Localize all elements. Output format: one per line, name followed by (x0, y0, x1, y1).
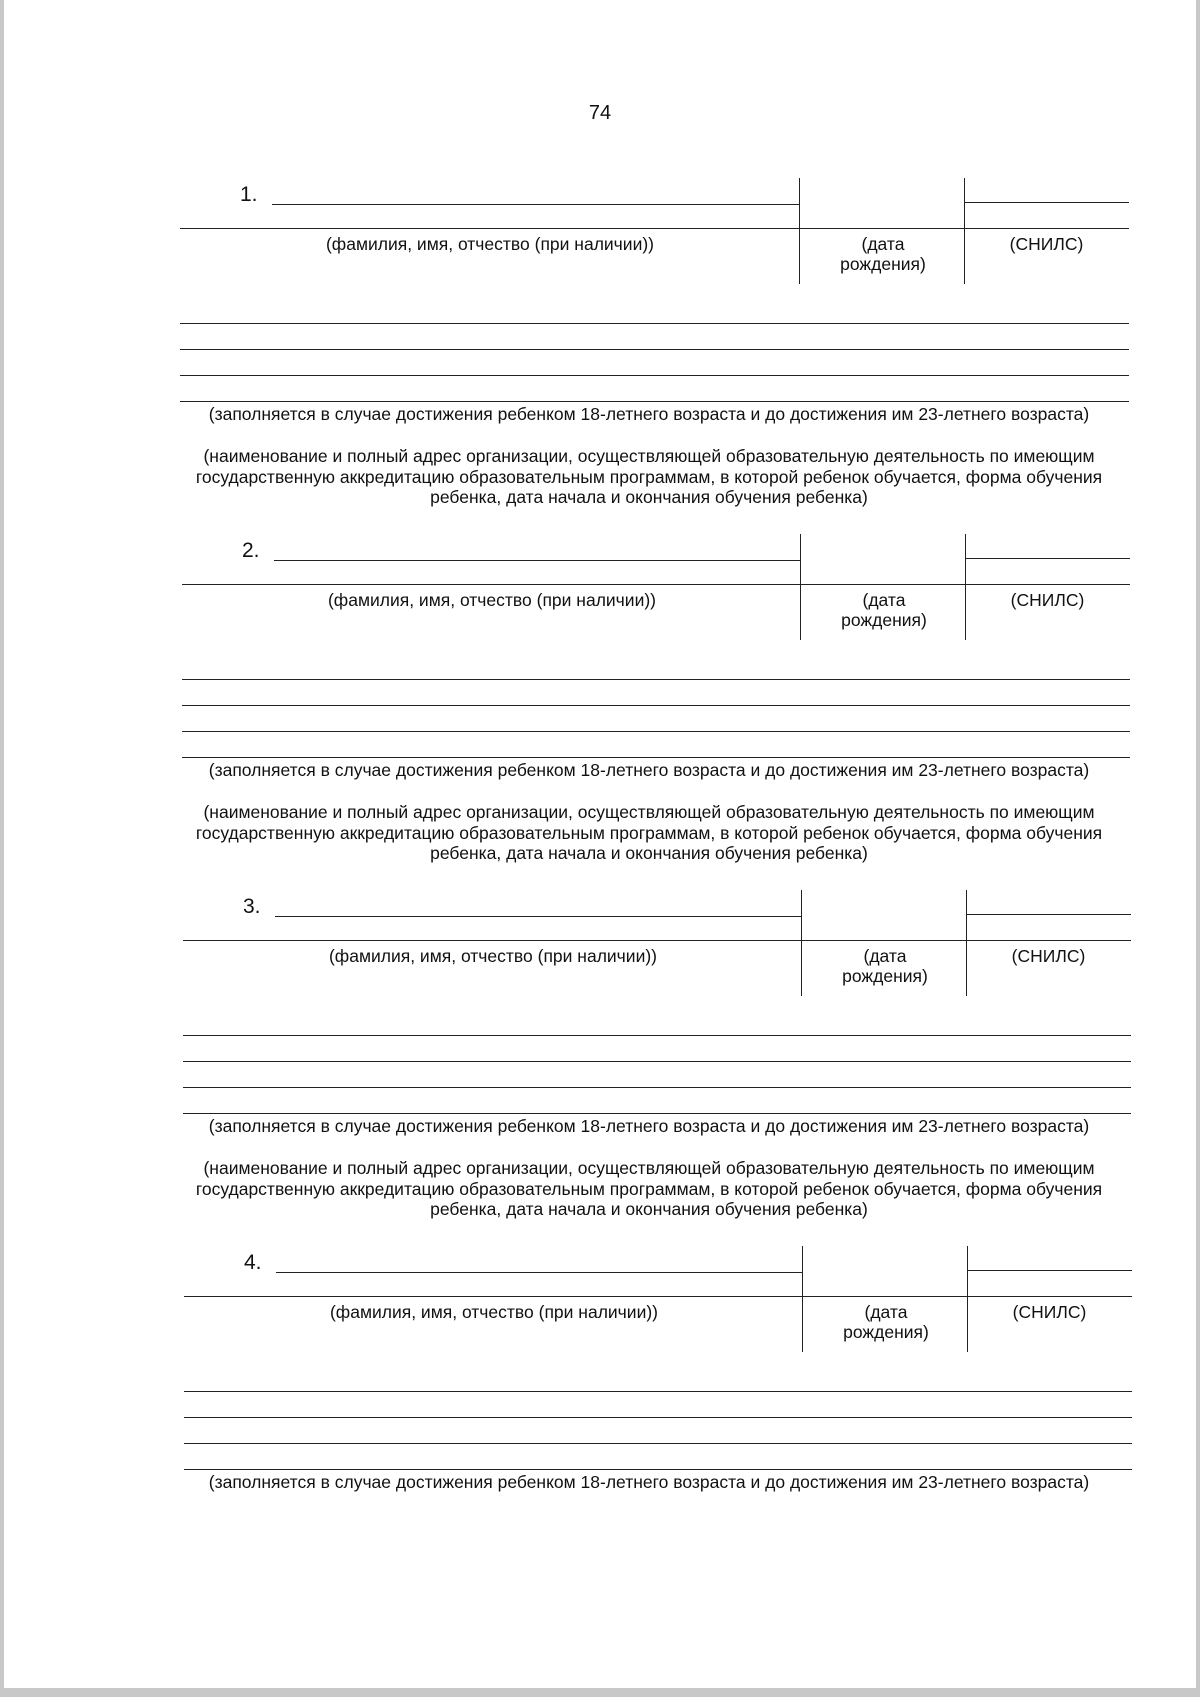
org-input-line[interactable] (180, 375, 1129, 376)
org-input-line[interactable] (183, 1035, 1131, 1036)
org-input-line[interactable] (184, 1417, 1132, 1418)
snils-input-line[interactable] (965, 558, 1130, 559)
org-input-line[interactable] (182, 679, 1130, 680)
birth-date-caption: (дата рождения) (843, 1302, 929, 1342)
snils-input-line[interactable] (964, 202, 1129, 203)
org-input-line[interactable] (183, 1087, 1131, 1088)
snils-input-line[interactable] (967, 1270, 1132, 1271)
organization-note: (наименование и полный адрес организации, осуществляющей образовательную деятельность по имеющим государственную аккредитацию образовательным программам, в которой ребенок обучается, форма обучения ребенка, дата начала и окончания обучения ребенка) (195, 446, 1103, 507)
entry-number: 4. (244, 1251, 262, 1274)
entry-base-line (182, 584, 1130, 585)
org-input-line[interactable] (184, 1443, 1132, 1444)
column-divider (965, 534, 966, 640)
page-number: 74 (588, 102, 612, 124)
child-entry-3 (4, 880, 1196, 1220)
column-divider (801, 890, 802, 996)
age-note: (заполняется в случае достижения ребенком 18-летнего возраста и до достижения им 23-летнего возраста) (208, 760, 1090, 780)
column-divider (799, 178, 800, 284)
org-input-line[interactable] (184, 1469, 1132, 1470)
age-note: (заполняется в случае достижения ребенком 18-летнего возраста и до достижения им 23-летнего возраста) (208, 1472, 1090, 1492)
org-input-line[interactable] (184, 1391, 1132, 1392)
fio-caption: (фамилия, имя, отчество (при наличии)) (327, 590, 656, 610)
org-input-line[interactable] (180, 349, 1129, 350)
org-input-line[interactable] (182, 705, 1130, 706)
org-input-line[interactable] (183, 1113, 1131, 1114)
org-input-line[interactable] (182, 731, 1130, 732)
snils-caption: (СНИЛС) (1010, 590, 1085, 610)
fio-caption: (фамилия, имя, отчество (при наличии)) (329, 1302, 658, 1322)
entry-base-line (184, 1296, 1132, 1297)
birth-date-caption: (дата рождения) (842, 946, 928, 986)
snils-caption: (СНИЛС) (1011, 946, 1086, 966)
fio-input-line[interactable] (272, 204, 800, 205)
entry-base-line (180, 228, 1129, 229)
entry-base-line (183, 940, 1131, 941)
fio-input-line[interactable] (275, 916, 802, 917)
organization-note: (наименование и полный адрес организации, осуществляющей образовательную деятельность по имеющим государственную аккредитацию образовательным программам, в которой ребенок обучается, форма обучения ребенка, дата начала и окончания обучения ребенка) (195, 802, 1103, 863)
organization-note: (наименование и полный адрес организации, осуществляющей образовательную деятельность по имеющим государственную аккредитацию образовательным программам, в которой ребенок обучается, форма обучения ребенка, дата начала и окончания обучения ребенка) (195, 1158, 1103, 1219)
entry-number: 3. (243, 895, 261, 918)
age-note: (заполняется в случае достижения ребенком 18-летнего возраста и до достижения им 23-летнего возраста) (208, 404, 1090, 424)
column-divider (802, 1246, 803, 1352)
fio-caption: (фамилия, имя, отчество (при наличии)) (328, 946, 657, 966)
snils-caption: (СНИЛС) (1009, 234, 1084, 254)
org-input-line[interactable] (180, 401, 1129, 402)
org-input-line[interactable] (182, 757, 1130, 758)
fio-input-line[interactable] (276, 1272, 803, 1273)
birth-date-caption: (дата рождения) (840, 234, 926, 274)
child-entry-1 (4, 168, 1196, 508)
snils-caption: (СНИЛС) (1012, 1302, 1087, 1322)
entry-number: 2. (242, 539, 260, 562)
column-divider (967, 1246, 968, 1352)
column-divider (964, 178, 965, 284)
fio-caption: (фамилия, имя, отчество (при наличии)) (325, 234, 654, 254)
org-input-line[interactable] (183, 1061, 1131, 1062)
child-entry-2 (4, 524, 1196, 864)
entry-number: 1. (240, 183, 258, 206)
document-page (4, 0, 1196, 1688)
age-note: (заполняется в случае достижения ребенком 18-летнего возраста и до достижения им 23-летнего возраста) (208, 1116, 1090, 1136)
child-entry-4 (4, 1236, 1196, 1576)
org-input-line[interactable] (180, 323, 1129, 324)
fio-input-line[interactable] (274, 560, 801, 561)
snils-input-line[interactable] (966, 914, 1131, 915)
column-divider (800, 534, 801, 640)
birth-date-caption: (дата рождения) (841, 590, 927, 630)
column-divider (966, 890, 967, 996)
